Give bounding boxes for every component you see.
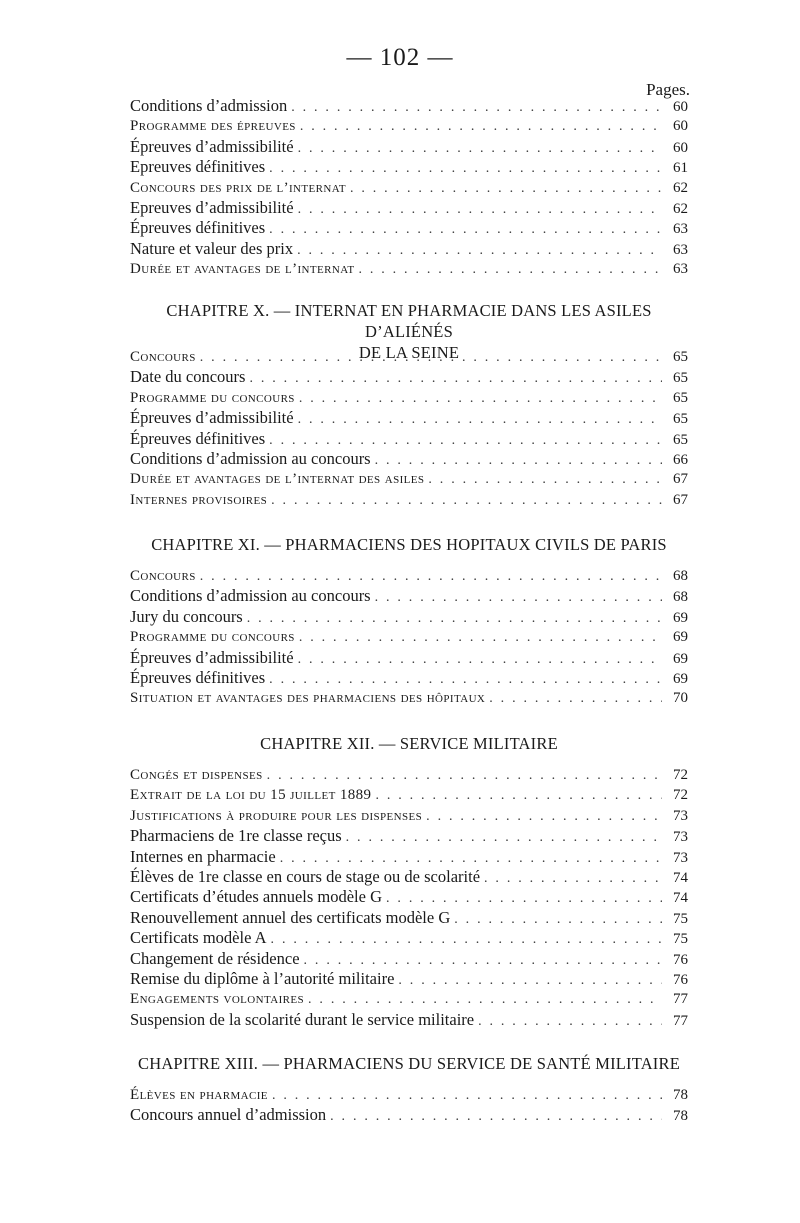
toc-entry-title: Extrait de la loi du 15 juillet 1889 (130, 787, 372, 804)
toc-entry (130, 688, 688, 708)
toc-entry-list (130, 566, 688, 709)
toc-entry-page: 61 (673, 160, 688, 177)
toc-entry-list (130, 96, 688, 280)
toc-entry-page: 67 (673, 491, 688, 508)
toc-entry-page: 63 (673, 241, 688, 258)
toc-entry-page: 63 (673, 221, 688, 238)
toc-entry-page: 65 (673, 431, 688, 448)
toc-entry (130, 388, 688, 408)
dot-leader (299, 389, 662, 409)
toc-entry-title: Situation et avantages des pharmaciens des hôpitaux (130, 690, 486, 707)
toc-entry-title: Programme des épreuves (130, 118, 296, 135)
toc-entry-page: 73 (673, 829, 688, 846)
dot-leader (304, 951, 662, 971)
toc-entry (130, 908, 688, 928)
dot-leader (346, 828, 662, 848)
dot-leader (269, 159, 662, 179)
toc-entry-page: 65 (673, 389, 688, 406)
toc-entry-page: 76 (673, 951, 688, 968)
toc-entry (130, 785, 688, 805)
toc-entry-title: Pharmaciens de 1re classe reçus (130, 826, 342, 846)
toc-entry-list (130, 765, 688, 1030)
toc-entry-title: Internes provisoires (130, 491, 268, 508)
page-number: — 102 — (346, 44, 454, 71)
toc-entry-title: Concours (130, 349, 196, 365)
toc-entry-page: 76 (673, 971, 688, 988)
dot-leader (308, 990, 662, 1010)
toc-entry-title: Remise du diplôme à l’autorité militaire (130, 968, 395, 988)
toc-entry-title: Épreuves d’admissibilité (130, 136, 294, 156)
toc-entry-page: 68 (673, 589, 688, 606)
toc-entry-page: 60 (673, 139, 688, 156)
toc-entry-title: Epreuves définitives (130, 157, 266, 177)
dot-leader (298, 139, 662, 159)
toc-entry-title: Certificats d’études annuels modèle G (130, 887, 383, 907)
dot-leader (298, 650, 662, 670)
toc-entry-page: 62 (673, 200, 688, 217)
toc-entry (130, 137, 688, 157)
chapter-title: CHAPITRE XIII. — PHARMACIENS DU SERVICE DE SANTÉ MILITAIRE (138, 1054, 680, 1073)
dot-leader (269, 220, 662, 240)
dot-leader (299, 628, 662, 648)
chapter-title: CHAPITRE XII. — SERVICE MILITAIRE (260, 734, 558, 753)
toc-entry-page: 73 (673, 849, 688, 866)
toc-entry-page: 67 (673, 471, 688, 488)
dot-leader (271, 930, 662, 950)
toc-entry-title: Concours annuel d’admission (130, 1105, 327, 1125)
dot-leader (267, 766, 662, 786)
dot-leader (269, 670, 662, 690)
toc-entry-page: 65 (673, 349, 688, 365)
dot-leader (375, 786, 662, 806)
dot-leader (249, 369, 662, 389)
toc-entry-title: Programme du concours (130, 389, 295, 406)
toc-entry (130, 490, 688, 510)
toc-entry-title: Engagements volontaires (130, 991, 305, 1008)
toc-entry-title: Concours (130, 568, 196, 584)
toc-entry (130, 408, 688, 428)
dot-leader (330, 1107, 662, 1127)
toc-entry-title: Épreuves d’admissibilité (130, 408, 294, 428)
chapter-heading (130, 1053, 688, 1074)
toc-entry-page: 69 (673, 629, 688, 646)
toc-entry (130, 648, 688, 668)
toc-entry (130, 1085, 688, 1105)
dot-leader (375, 588, 662, 608)
dot-leader (298, 410, 662, 430)
dot-leader (200, 567, 662, 587)
toc-entry-title: Epreuves d’admissibilité (130, 197, 294, 217)
toc-entry (130, 949, 688, 969)
toc-entry-title: Jury du concours (130, 606, 243, 626)
chapter-title-continued: DE LA SEINE (358, 343, 460, 362)
toc-entry-title: Élèves de 1re classe en cours de stage ou de scolarité (130, 866, 481, 886)
chapter-title: CHAPITRE XI. — PHARMACIENS DES HOPITAUX CIVILS DE PARIS (151, 535, 667, 554)
toc-entry-page: 69 (673, 650, 688, 667)
dot-leader (478, 1012, 662, 1032)
toc-entry-page: 73 (673, 807, 688, 824)
toc-entry-page: 72 (673, 767, 688, 783)
toc-entry-title: Conditions d’admission au concours (130, 586, 371, 606)
toc-entry (130, 347, 688, 367)
toc-entry-page: 70 (673, 690, 688, 707)
toc-entry (130, 566, 688, 586)
toc-entry (130, 607, 688, 627)
dot-leader (280, 849, 662, 869)
toc-entry-title: Conditions d’admission au concours (130, 448, 371, 468)
toc-entry (130, 806, 688, 826)
toc-entry (130, 887, 688, 907)
toc-entry (130, 668, 688, 688)
toc-entry-page: 68 (673, 568, 688, 584)
toc-entry (130, 96, 688, 116)
toc-entry-title: Certificats modèle A (130, 928, 267, 948)
chapter-heading (130, 534, 688, 555)
toc-entry-page: 78 (673, 1108, 688, 1125)
toc-entry (130, 178, 688, 198)
chapter-heading (130, 733, 688, 754)
chapter-title: CHAPITRE X. — INTERNAT EN PHARMACIE DANS LES ASILES D’ALIÉNÉS (166, 301, 652, 341)
toc-entry (130, 469, 688, 489)
toc-entry-title: Concours des prix de l’internat (130, 179, 346, 196)
toc-entry (130, 826, 688, 846)
dot-leader (300, 117, 662, 137)
toc-entry (130, 867, 688, 887)
dot-leader (297, 241, 662, 261)
dot-leader (247, 609, 662, 629)
dot-leader (272, 1086, 662, 1106)
toc-entry-title: Nature et valeur des prix (130, 238, 294, 258)
toc-entry-page: 60 (673, 99, 688, 115)
toc-entry-title: Congés et dispenses (130, 767, 263, 783)
toc-entry (130, 198, 688, 218)
dot-leader (428, 470, 662, 490)
pages-column-header: Pages. (646, 80, 690, 99)
toc-entry (130, 239, 688, 259)
toc-entry (130, 1010, 688, 1030)
toc-entry-page: 75 (673, 931, 688, 948)
toc-entry-page: 62 (673, 179, 688, 196)
toc-entry (130, 1105, 688, 1125)
toc-entry-page: 77 (673, 991, 688, 1008)
toc-entry-page: 69 (673, 609, 688, 626)
toc-entry (130, 449, 688, 469)
toc-entry-title: Internes en pharmacie (130, 846, 276, 866)
toc-entry (130, 765, 688, 785)
dot-leader (350, 179, 662, 199)
toc-entry (130, 989, 688, 1009)
toc-entry-title: Épreuves définitives (130, 667, 266, 687)
toc-entry (130, 116, 688, 136)
toc-entry-page: 60 (673, 118, 688, 135)
dot-leader (426, 807, 662, 827)
dot-leader (484, 869, 662, 889)
toc-entry-page: 78 (673, 1087, 688, 1103)
toc-entry-page: 75 (673, 910, 688, 927)
dot-leader (375, 451, 662, 471)
dot-leader (269, 431, 662, 451)
toc-entry-page: 77 (673, 1012, 688, 1029)
dot-leader (489, 689, 662, 709)
dot-leader (358, 260, 662, 280)
toc-entry-title: Épreuves définitives (130, 428, 266, 448)
dot-leader (454, 910, 662, 930)
toc-entry-title: Élèves en pharmacie (130, 1087, 268, 1103)
toc-entry (130, 218, 688, 238)
dot-leader (200, 348, 662, 368)
toc-entry-page: 74 (673, 890, 688, 907)
toc-entry-list (130, 347, 688, 510)
dot-leader (386, 889, 662, 909)
toc-entry-page: 72 (673, 787, 688, 804)
toc-entry-list (130, 1085, 688, 1126)
toc-entry (130, 627, 688, 647)
dot-leader (291, 98, 662, 118)
dot-leader (298, 200, 662, 220)
toc-entry-title: Durée et avantages de l’internat des asiles (130, 471, 425, 488)
toc-entry-title: Justifications à produire pour les dispenses (130, 807, 423, 824)
toc-entry (130, 586, 688, 606)
toc-entry-title: Changement de résidence (130, 948, 300, 968)
toc-entry-page: 65 (673, 411, 688, 428)
toc-entry-page: 69 (673, 670, 688, 687)
toc-entry (130, 429, 688, 449)
toc-entry-title: Renouvellement annuel des certificats modèle G (130, 907, 451, 927)
toc-entry (130, 969, 688, 989)
toc-entry-title: Date du concours (130, 367, 246, 387)
toc-entry-page: 63 (673, 261, 688, 278)
dot-leader (398, 971, 662, 991)
toc-entry (130, 259, 688, 279)
toc-entry-title: Épreuves d’admissibilité (130, 647, 294, 667)
toc-entry (130, 847, 688, 867)
toc-entry (130, 157, 688, 177)
toc-entry-title: Conditions d’admission (130, 96, 288, 115)
toc-entry (130, 367, 688, 387)
toc-entry-page: 65 (673, 370, 688, 387)
toc-entry-title: Suspension de la scolarité durant le service militaire (130, 1009, 475, 1029)
toc-entry-title: Programme du concours (130, 629, 295, 646)
toc-entry-title: Épreuves définitives (130, 218, 266, 238)
toc-entry (130, 928, 688, 948)
toc-entry-page: 74 (673, 869, 688, 886)
toc-entry-page: 66 (673, 451, 688, 468)
dot-leader (271, 491, 662, 511)
toc-entry-title: Durée et avantages de l’internat (130, 261, 355, 278)
